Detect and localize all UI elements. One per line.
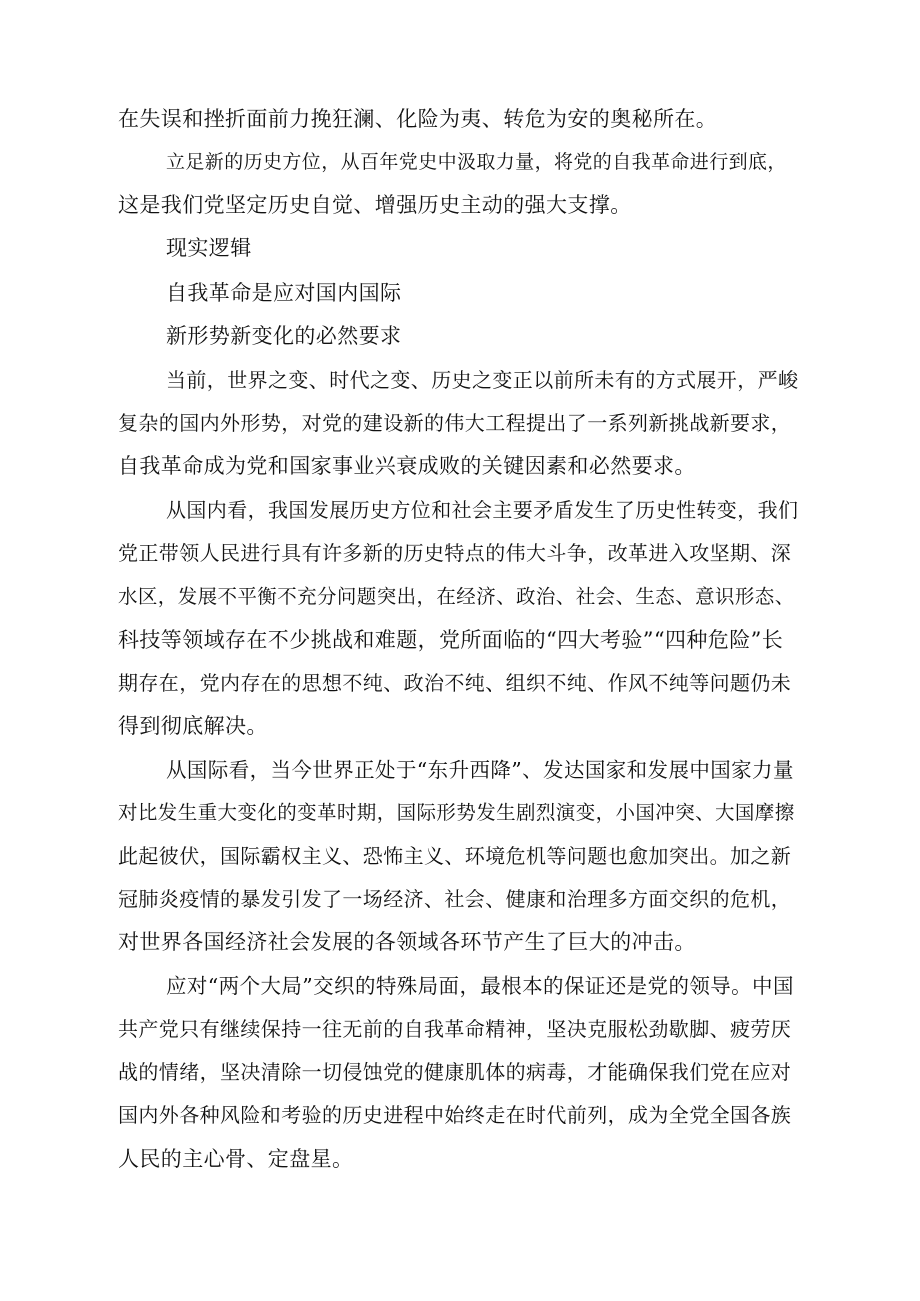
text-line: 得到彻底解决。 (118, 714, 268, 738)
text-line: 立足新的历史方位，从百年党史中汲取力量，将党的自我革命进行到底， (166, 151, 787, 173)
section-subheading: 自我革命是应对国内国际 (166, 281, 402, 305)
text-line: 这是我们党坚定历史自觉、增强历史主动的强大支撑。 (118, 193, 632, 217)
text-line: 复杂的国内外形势，对党的建设新的伟大工程提出了一系列新挑战新要求， (118, 411, 792, 435)
section-heading: 现实逻辑 (166, 236, 252, 260)
text-line: 从国际看，当今世界正处于“东升西降”、发达国家和发展中国家力量 (166, 758, 794, 782)
text-line: 当前，世界之变、时代之变、历史之变正以前所未有的方式展开，严峻 (166, 368, 799, 392)
text-line: 对世界各国经济社会发展的各领域各环节产生了巨大的冲击。 (118, 930, 696, 954)
text-line: 共产党只有继续保持一往无前的自我革命精神，坚决克服松劲歇脚、疲劳厌 (118, 1017, 792, 1041)
text-line: 应对“两个大局”交织的特殊局面，最根本的保证还是党的领导。中国 (166, 974, 794, 998)
text-line: 在失误和挫折面前力挽狂澜、化险为夷、转危为安的奥秘所在。 (118, 107, 718, 131)
text-line: 水区，发展不平衡不充分问题突出，在经济、政治、社会、生态、意识形态、 (118, 585, 795, 608)
text-line: 科技等领域存在不少挑战和难题，党所面临的“四大考验”“四种危险”长 (118, 628, 784, 652)
text-line: 期存在，党内存在的思想不纯、政治不纯、组织不纯、作风不纯等问题仍未 (118, 671, 792, 695)
text-line: 党正带领人民进行具有许多新的历史特点的伟大斗争，改革进入攻坚期、深 (118, 541, 792, 565)
text-line: 国内外各种风险和考验的历史进程中始终走在时代前列，成为全党全国各族 (118, 1103, 792, 1127)
text-line: 冠肺炎疫情的暴发引发了一场经济、社会、健康和治理多方面交织的危机， (118, 887, 792, 911)
text-line: 战的情绪，坚决清除一切侵蚀党的健康肌体的病毒，才能确保我们党在应对 (118, 1060, 792, 1084)
text-line: 对比发生重大变化的变革时期，国际形势发生剧烈演变，小国冲突、大国摩擦 (118, 801, 795, 824)
text-line: 人民的主心骨、定盘星。 (118, 1147, 354, 1171)
text-line: 从国内看，我国发展历史方位和社会主要矛盾发生了历史性转变，我们 (166, 498, 799, 522)
text-line: 此起彼伏，国际霸权主义、恐怖主义、环境危机等问题也愈加突出。加之新 (118, 844, 792, 868)
section-subheading: 新形势新变化的必然要求 (166, 324, 402, 348)
text-line: 自我革命成为党和国家事业兴衰成败的关键因素和必然要求。 (118, 454, 696, 478)
